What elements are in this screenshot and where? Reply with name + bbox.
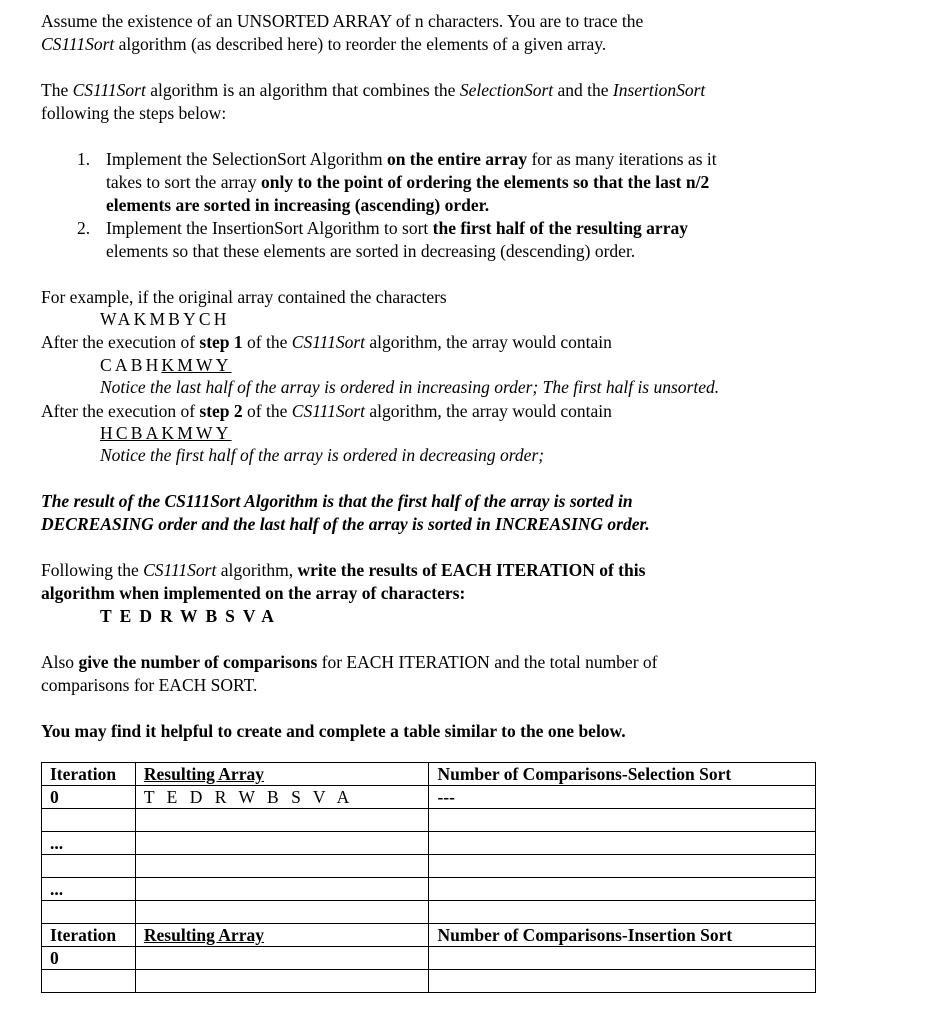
table-row xyxy=(42,878,816,901)
table-cell xyxy=(135,832,429,855)
table-cell xyxy=(135,809,429,832)
selection-sort-name: SelectionSort xyxy=(459,80,554,100)
text: algorithm, the array would contain xyxy=(365,401,612,421)
table-cell xyxy=(429,855,816,878)
table-cell xyxy=(135,970,429,993)
text: of the xyxy=(242,332,292,352)
bold-text: You may find it helpful to create and complete a table similar to the one below. xyxy=(41,721,626,741)
table-cell xyxy=(135,855,429,878)
intro-line-1 xyxy=(41,10,643,32)
table-row xyxy=(42,901,816,924)
comparisons-line-2 xyxy=(41,674,257,696)
step-2-number: 2. xyxy=(77,218,91,238)
algorithm-name: CS111Sort xyxy=(291,401,366,421)
italic-text: Notice the first half of the array is ordered in decreasing order; xyxy=(100,445,545,465)
insertion-header-row xyxy=(42,924,816,947)
result-statement-line-1 xyxy=(41,490,633,512)
task-array: TEDRWBSVA xyxy=(100,606,282,626)
table-cell xyxy=(429,878,816,901)
step-2-line-1 xyxy=(106,217,688,239)
header-text: Resulting Array xyxy=(143,764,264,784)
table-header-cell xyxy=(135,924,429,947)
bold-text: only to the point of ordering the elements so that the last n/2 xyxy=(261,172,710,192)
example-notice-2 xyxy=(100,444,544,466)
table-cell: 0 xyxy=(42,947,136,970)
table-row xyxy=(42,970,816,993)
algorithm-name: CS111Sort xyxy=(291,332,366,352)
text: Implement the InsertionSort Algorithm to sort xyxy=(106,218,433,238)
text: for EACH ITERATION and the total number of xyxy=(317,652,658,672)
step-1-line-2 xyxy=(106,171,709,193)
comparisons-line-1 xyxy=(41,651,657,673)
result-statement-line-2 xyxy=(41,513,650,535)
bold-italic-text: The result of the CS111Sort Algorithm is that the first half of the array is sorted in xyxy=(41,491,633,511)
header-text: Iteration xyxy=(50,925,117,945)
example-step-2-array xyxy=(100,422,232,444)
example-step-1-array xyxy=(100,354,232,376)
text: For example, if the original array contained the characters xyxy=(41,287,447,307)
table-cell xyxy=(429,901,816,924)
text: algorithm is an algorithm that combines the xyxy=(145,80,460,100)
table-cell xyxy=(135,878,429,901)
bold-text: the first half of the resulting array xyxy=(432,218,688,238)
text: of the xyxy=(242,401,292,421)
text: Also xyxy=(41,652,79,672)
text: algorithm, the array would contain xyxy=(365,332,612,352)
table-row xyxy=(42,809,816,832)
example-notice-1 xyxy=(100,376,719,398)
text: takes to sort the array xyxy=(106,172,262,192)
bold-text: step 1 xyxy=(199,332,243,352)
table-row xyxy=(42,947,816,970)
array-sorted-part: KMWY xyxy=(161,355,232,375)
table-cell: --- xyxy=(429,786,816,809)
intro-line-2 xyxy=(41,33,606,55)
selection-header-row xyxy=(42,763,816,786)
table-cell xyxy=(42,855,136,878)
table-cell: ... xyxy=(42,832,136,855)
table-cell xyxy=(429,970,816,993)
italic-text: Notice the last half of the array is ordered in increasing order; The first half is unsorted. xyxy=(100,377,720,397)
bold-italic-text: DECREASING order and the last half of the array is sorted in INCREASING order. xyxy=(41,514,650,534)
table-cell xyxy=(135,947,429,970)
table-header-cell xyxy=(429,924,816,947)
table-cell xyxy=(429,947,816,970)
text: following the steps below: xyxy=(41,103,227,123)
text: The xyxy=(41,80,73,100)
intro-text: Assume the existence of an UNSORTED ARRAY of n characters. You are to trace the xyxy=(41,11,644,31)
bold-text: write the results of EACH ITERATION of this xyxy=(297,560,646,580)
algorithm-name: CS111Sort xyxy=(41,34,115,54)
step-1-line-3 xyxy=(106,194,489,216)
table-cell xyxy=(42,809,136,832)
intro-text-rest: algorithm (as described here) to reorder the elements of a given array. xyxy=(114,34,607,54)
task-line-2 xyxy=(41,582,465,604)
array-result: HCBAKMWY xyxy=(100,423,232,443)
table-header-cell xyxy=(42,924,136,947)
table-header-cell xyxy=(429,763,816,786)
step-1-number: 1. xyxy=(77,149,91,169)
text: After the execution of xyxy=(41,401,200,421)
example-after-step-1 xyxy=(41,331,612,353)
algorithm-name: CS111Sort xyxy=(143,560,217,580)
table-cell xyxy=(429,832,816,855)
text: and the xyxy=(553,80,613,100)
example-intro xyxy=(41,286,447,308)
table-cell xyxy=(42,901,136,924)
array-unsorted-part: CABH xyxy=(100,355,162,375)
bold-text: on the entire array xyxy=(386,149,528,169)
bold-text: elements are sorted in increasing (ascending) order. xyxy=(106,195,490,215)
table-cell: T E D R W B S V A xyxy=(135,786,429,809)
table-hint xyxy=(41,720,626,742)
text: elements so that these elements are sorted in decreasing (descending) order. xyxy=(106,241,636,261)
iteration-table xyxy=(41,762,816,993)
bold-text: algorithm when implemented on the array of characters: xyxy=(41,583,466,603)
text: comparisons for EACH SORT. xyxy=(41,675,258,695)
table-header-cell xyxy=(135,763,429,786)
table-header-cell xyxy=(42,763,136,786)
table-row xyxy=(42,832,816,855)
table-cell xyxy=(135,901,429,924)
table-cell: ... xyxy=(42,878,136,901)
header-text: Number of Comparisons-Insertion Sort xyxy=(437,925,733,945)
table-cell: 0 xyxy=(42,786,136,809)
table-cell xyxy=(42,970,136,993)
task-line-1 xyxy=(41,559,645,581)
text: After the execution of xyxy=(41,332,200,352)
header-text: Number of Comparisons-Selection Sort xyxy=(437,764,732,784)
table-cell xyxy=(429,809,816,832)
header-text: Resulting Array xyxy=(143,925,264,945)
bold-text: give the number of comparisons xyxy=(78,652,318,672)
text: Following the xyxy=(41,560,144,580)
step-2-line-2 xyxy=(106,240,635,262)
step-1-line-1 xyxy=(106,148,717,170)
description-line-1 xyxy=(41,79,705,101)
description-line-2 xyxy=(41,102,226,124)
table-row xyxy=(42,786,816,809)
text: Implement the SelectionSort Algorithm xyxy=(106,149,387,169)
bold-text: step 2 xyxy=(199,401,243,421)
example-after-step-2 xyxy=(41,400,612,422)
text: for as many iterations as it xyxy=(527,149,717,169)
table-row xyxy=(42,855,816,878)
algorithm-name: CS111Sort xyxy=(72,80,146,100)
header-text: Iteration xyxy=(50,764,117,784)
insertion-sort-name: InsertionSort xyxy=(612,80,706,100)
example-original-array: WAKMBYCH xyxy=(100,309,230,329)
text: algorithm, xyxy=(216,560,298,580)
